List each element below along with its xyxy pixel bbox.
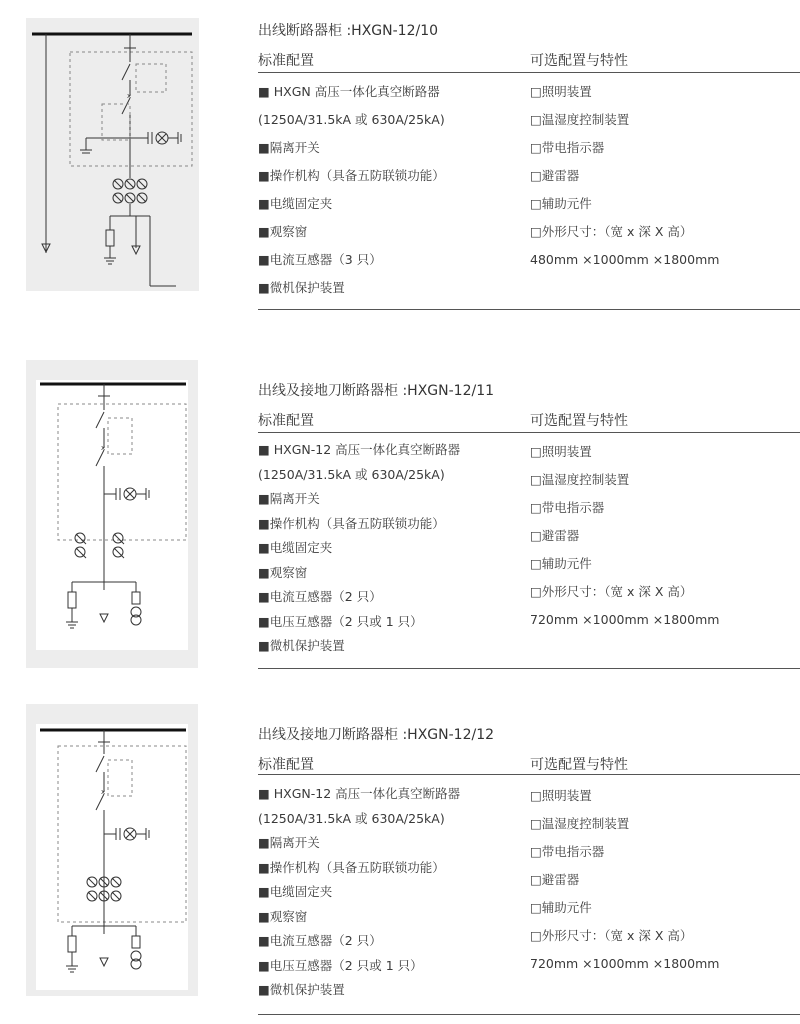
cabinet-section-1 — [0, 0, 800, 320]
single-line-diagram-icon — [26, 18, 199, 291]
cabinet-title: 出线断路器柜 :HXGN-12/10 — [258, 23, 439, 39]
list-item: ■电流互感器（2 只） — [258, 589, 382, 604]
optional-config-list — [530, 438, 719, 634]
list-item: ■电压互感器（2 只或 1 只） — [258, 957, 423, 973]
list-item: (1250A/31.5kA 或 630A/25kA) — [258, 112, 445, 127]
cabinet-section-2 — [0, 360, 800, 680]
list-item: (1250A/31.5kA 或 630A/25kA) — [258, 810, 445, 826]
list-item: □外形尺寸：（宽 x 深 X 高） — [530, 928, 693, 943]
list-item: □辅助元件 — [530, 556, 592, 571]
standard-config-heading: 标准配置 — [258, 53, 314, 69]
list-item: ■隔离开关 — [258, 491, 320, 506]
list-item: ■ HXGN 高压一体化真空断路器 — [258, 84, 440, 99]
list-item: 720mm ×1000mm ×1800mm — [530, 956, 720, 971]
list-item: ■操作机构（具备五防联锁功能） — [258, 515, 445, 531]
list-item: ■观察窗 — [258, 908, 308, 924]
list-item: □外形尺寸：（宽 x 深 X 高） — [530, 584, 693, 599]
list-item: ■隔离开关 — [258, 140, 320, 155]
list-item: ■观察窗 — [258, 564, 308, 580]
list-item: □避雷器 — [530, 528, 580, 543]
svg-text:x: x — [101, 444, 106, 452]
list-item: ■操作机构（具备五防联锁功能） — [258, 859, 445, 875]
list-item: ■微机保护装置 — [258, 280, 345, 295]
list-item: 480mm ×1000mm ×1800mm — [530, 252, 720, 267]
list-item: ■电流互感器（3 只） — [258, 252, 382, 267]
single-line-diagram-icon — [26, 704, 198, 996]
list-item: □辅助元件 — [530, 900, 592, 915]
optional-config-list — [530, 782, 719, 978]
standard-config-list — [258, 438, 460, 659]
standard-config-list — [258, 782, 460, 1003]
list-item: □外形尺寸：（宽 x 深 X 高） — [530, 224, 693, 239]
list-item: ■电缆固定夹 — [258, 196, 333, 211]
list-item: ■微机保护装置 — [258, 638, 345, 653]
standard-config-list — [258, 78, 445, 302]
list-item: □避雷器 — [530, 168, 580, 183]
list-item: (1250A/31.5kA 或 630A/25kA) — [258, 466, 445, 482]
list-item: □辅助元件 — [530, 196, 592, 211]
list-item: ■微机保护装置 — [258, 982, 345, 997]
optional-config-heading: 可选配置与特性 — [530, 413, 628, 429]
list-item: □带电指示器 — [530, 500, 605, 515]
circuit-diagram-1 — [26, 18, 199, 291]
list-item: ■电流互感器（2 只） — [258, 933, 382, 948]
list-item: ■观察窗 — [258, 224, 308, 239]
list-item: □照明装置 — [530, 444, 592, 459]
cabinet-section-3 — [0, 704, 800, 1024]
optional-config-heading: 可选配置与特性 — [530, 757, 628, 773]
list-item: □温湿度控制装置 — [530, 472, 630, 487]
list-item: □带电指示器 — [530, 844, 605, 859]
list-item: ■电缆固定夹 — [258, 540, 333, 555]
standard-config-heading: 标准配置 — [258, 413, 314, 429]
circuit-diagram-2 — [26, 360, 198, 668]
svg-text:x: x — [101, 788, 106, 796]
list-item: □照明装置 — [530, 84, 592, 99]
standard-config-heading: 标准配置 — [258, 757, 314, 773]
section-divider — [258, 1014, 800, 1015]
heading-divider — [258, 774, 800, 775]
heading-divider — [258, 72, 800, 73]
section-divider — [258, 668, 800, 669]
heading-divider — [258, 432, 800, 433]
single-line-diagram-icon — [26, 360, 198, 668]
cabinet-title: 出线及接地刀断路器柜 :HXGN-12/12 — [258, 727, 495, 743]
list-item: ■ HXGN-12 高压一体化真空断路器 — [258, 442, 461, 457]
list-item: □照明装置 — [530, 788, 592, 803]
list-item: ■ HXGN-12 高压一体化真空断路器 — [258, 786, 461, 801]
svg-text:x: x — [127, 92, 132, 100]
optional-config-heading: 可选配置与特性 — [530, 53, 628, 69]
optional-config-list — [530, 78, 719, 274]
list-item: 720mm ×1000mm ×1800mm — [530, 612, 720, 627]
list-item: □避雷器 — [530, 872, 580, 887]
list-item: ■电缆固定夹 — [258, 884, 333, 899]
list-item: ■隔离开关 — [258, 835, 320, 850]
list-item: □带电指示器 — [530, 140, 605, 155]
section-divider — [258, 309, 800, 310]
cabinet-title: 出线及接地刀断路器柜 :HXGN-12/11 — [258, 383, 495, 399]
list-item: ■操作机构（具备五防联锁功能） — [258, 168, 445, 183]
list-item: □温湿度控制装置 — [530, 112, 630, 127]
list-item: □温湿度控制装置 — [530, 816, 630, 831]
list-item: ■电压互感器（2 只或 1 只） — [258, 613, 423, 629]
circuit-diagram-3 — [26, 704, 198, 996]
